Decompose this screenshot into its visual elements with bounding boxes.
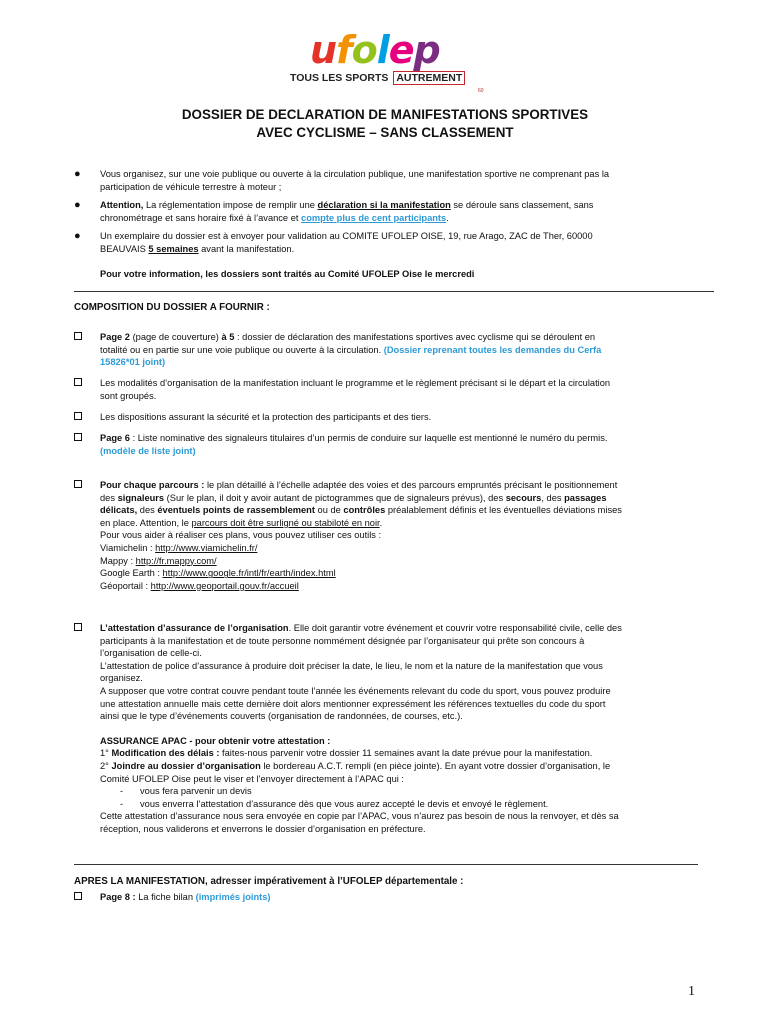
attachment-note: (modèle de liste joint) bbox=[100, 445, 196, 456]
text-run: (Sur le plan, il doit y avoir autant de pictogrammes que de signaleurs prévus), des bbox=[164, 492, 506, 503]
bullet-item bbox=[74, 230, 714, 255]
text-run: se déroule sans classement, sans bbox=[450, 200, 594, 210]
text-line: ainsi que le type d’événements couverts (organisation de randonnées, de courses, etc.). bbox=[100, 711, 463, 722]
text-run: chronométrage et sans horaire fixé à l’avance et bbox=[100, 212, 302, 223]
text-run: . bbox=[446, 212, 449, 223]
logo-letter: f bbox=[336, 28, 352, 72]
document-title-line1: DOSSIER DE DECLARATION DE MANIFESTATIONS SPORTIVES bbox=[181, 107, 589, 122]
text-run: des bbox=[137, 505, 158, 516]
bold-run: APRES LA MANIFESTATION, bbox=[74, 876, 208, 887]
bullet-item bbox=[74, 168, 714, 193]
composition-heading: COMPOSITION DU DOSSIER A FOURNIR : bbox=[74, 302, 270, 313]
underlined-run: parcours doit être surligné ou stabiloté en noir bbox=[191, 517, 380, 528]
text-line bbox=[100, 760, 714, 773]
logo-letter: p bbox=[413, 28, 440, 72]
list-item: - vous fera parvenir un devis bbox=[120, 785, 714, 798]
text-line: Les dispositions assurant la sécurité et la protection des participants et des tiers. bbox=[100, 412, 432, 422]
bold-run: éventuels points de rassemblement bbox=[157, 505, 315, 516]
bold-run: L’attestation d’assurance de l’organisation bbox=[100, 623, 289, 633]
text-line: participation de véhicule terrestre à moteur ; bbox=[100, 181, 282, 192]
geoportail-link[interactable]: http://www.geoportail.gouv.fr/accueil bbox=[150, 580, 299, 591]
text-line: organisez. bbox=[100, 673, 143, 684]
bullet-icon: ● bbox=[74, 168, 81, 180]
apac-heading: ASSURANCE APAC - pour obtenir votre attestation : bbox=[100, 735, 331, 746]
text-line bbox=[100, 243, 714, 256]
logo-mark: 60 bbox=[478, 88, 484, 94]
text-line: l’organisation de celle-ci. bbox=[100, 648, 202, 659]
text-line bbox=[100, 735, 714, 748]
text-run: . Elle doit garantir votre événement et couvrir votre responsabilité civile, celle des bbox=[288, 623, 622, 633]
text-line: Comité UFOLEP Oise peut le viser et l’envoyer directement à l’APAC qui : bbox=[100, 773, 404, 784]
list-item: - vous enverra l’attestation d’assurance dès que vous aurez accepté le devis et envoyé le règlement. bbox=[120, 798, 714, 811]
bullet-icon: ● bbox=[74, 199, 81, 211]
viamichelin-link[interactable]: http://www.viamichelin.fr/ bbox=[155, 542, 258, 553]
tool-mappy bbox=[100, 555, 714, 568]
apres-heading bbox=[74, 876, 463, 889]
attachment-note: 15826*01 joint) bbox=[100, 357, 166, 368]
checkbox-icon[interactable] bbox=[74, 623, 82, 631]
tool-label: Google Earth : bbox=[100, 568, 163, 579]
logo-letter: e bbox=[388, 28, 414, 72]
text-run: (page de couverture) bbox=[129, 332, 222, 342]
text-line: L’attestation de police d’assurance à produire doit préciser la date, le lieu, le nom et la nature de la manifestation que vous bbox=[100, 660, 603, 671]
bold-run: Modification des délais : bbox=[111, 748, 220, 759]
checkbox-icon[interactable] bbox=[74, 378, 82, 386]
text-line bbox=[100, 517, 714, 530]
text-line: une attestation annuelle mais cette dernière doit alors mentionner expressément les références textuelles du code du sport bbox=[100, 698, 606, 709]
text-run: : Liste nominative des signaleurs titulaires d’un permis de conduire sur laquelle est mentionné le numéro du permis. bbox=[129, 433, 608, 443]
bold-run: contrôles bbox=[343, 505, 386, 516]
bold-run: délicats, bbox=[100, 505, 138, 516]
logo-wordmark bbox=[310, 28, 440, 72]
checklist-item bbox=[74, 479, 714, 592]
text-run: faites-nous parvenir votre dossier 11 semaines avant la date prévue pour la manifestation. bbox=[219, 748, 593, 759]
text-run: . bbox=[379, 517, 383, 528]
tool-viamichelin bbox=[100, 542, 714, 555]
logo-letter: o bbox=[351, 28, 377, 72]
checklist-item bbox=[74, 411, 714, 424]
text-line bbox=[100, 504, 714, 517]
text-run: totalité ou en partie sur une voie publique ou ouverte à la circulation. bbox=[100, 344, 384, 355]
text-line bbox=[100, 344, 714, 357]
bold-run: secours bbox=[505, 492, 542, 503]
text-line: Vous organisez, sur une voie publique ou ouverte à la circulation publique, une manifestation sportive ne comprenant pas la bbox=[100, 169, 610, 179]
text-line bbox=[100, 199, 714, 212]
document-title-line2: AVEC CYCLISME – SANS CLASSEMENT bbox=[256, 125, 514, 140]
checklist-item bbox=[74, 377, 714, 402]
text-run: BEAUVAIS bbox=[100, 243, 149, 254]
checkbox-icon[interactable] bbox=[74, 892, 82, 900]
declaration-emphasis: déclaration si la manifestation bbox=[317, 200, 451, 210]
logo-tagline-boxed: AUTREMENT bbox=[393, 71, 465, 85]
text-run: adresser impérativement à l’UFOLEP départementale : bbox=[207, 876, 464, 887]
participants-link[interactable]: compte plus de cent participants bbox=[301, 212, 447, 223]
text-run: 1° bbox=[100, 748, 112, 759]
google-earth-link[interactable]: http://www.google.fr/intl/fr/earth/index.html bbox=[162, 568, 336, 579]
text-run: La fiche bilan bbox=[135, 892, 196, 902]
text-line: sont groupés. bbox=[100, 390, 157, 401]
text-line: Pour vous aider à réaliser ces plans, vous pouvez utiliser ces outils : bbox=[100, 530, 382, 541]
ufolep-logo bbox=[288, 28, 488, 94]
page-ref: Page 2 bbox=[100, 332, 130, 342]
bold-run: signaleurs bbox=[117, 492, 165, 503]
text-run: le bordereau A.C.T. rempli (en pièce jointe). En ayant votre dossier d’organisation, le bbox=[260, 760, 611, 771]
text-run: en place. Attention, le bbox=[100, 517, 192, 528]
bullet-icon: ● bbox=[74, 230, 81, 242]
checkbox-icon[interactable] bbox=[74, 412, 82, 420]
page-ref: à 5 bbox=[221, 332, 235, 342]
page-ref: Page 6 bbox=[100, 433, 130, 443]
info-note: Pour votre information, les dossiers sont traités au Comité UFOLEP Oise le mercredi bbox=[100, 269, 475, 279]
divider bbox=[74, 864, 698, 865]
tool-google-earth bbox=[100, 567, 714, 580]
text-run: ou de bbox=[314, 505, 344, 516]
divider bbox=[74, 291, 714, 292]
mappy-link[interactable]: http://fr.mappy.com/ bbox=[135, 555, 217, 566]
checklist-item bbox=[74, 331, 714, 369]
bold-run: Pour chaque parcours : bbox=[100, 480, 205, 490]
text-run: : dossier de déclaration des manifestations sportives avec cyclisme qui se déroulent en bbox=[234, 332, 596, 342]
text-line bbox=[100, 331, 714, 344]
weeks-emphasis: 5 semaines bbox=[148, 243, 199, 254]
text-run: 2° bbox=[100, 760, 112, 771]
text-line: Un exemplaire du dossier est à envoyer pour validation au COMITE UFOLEP OISE, 19, rue Arago, ZAC de Ther, 60000 bbox=[100, 231, 593, 241]
tool-label: Géoportail : bbox=[100, 580, 151, 591]
attachment-note: (imprimés joints) bbox=[195, 892, 271, 902]
checkbox-icon[interactable] bbox=[74, 480, 82, 488]
bold-run: passages bbox=[564, 492, 607, 503]
tool-label: Mappy : bbox=[100, 555, 136, 566]
checklist-item bbox=[74, 432, 714, 457]
tool-label: Viamichelin : bbox=[100, 542, 156, 553]
text-run: le plan détaillé à l’échelle adaptée des voies et des parcours empruntés précisant le positionnement bbox=[204, 480, 618, 490]
text-line: participants à la manifestation et de toute personne nommément désignée par l’organisateur qui prête son concours à bbox=[100, 635, 585, 646]
text-line bbox=[100, 891, 714, 904]
text-run: préalablement définis et les éventuelles déviations mises bbox=[385, 505, 622, 516]
text-line: Les modalités d’organisation de la manifestation incluant le programme et le règlement précisant si le départ et la circulation bbox=[100, 378, 611, 388]
text-line bbox=[100, 479, 714, 492]
text-run: des bbox=[100, 492, 118, 503]
checklist-item bbox=[74, 622, 714, 836]
text-run: , des bbox=[541, 492, 565, 503]
logo-letter: u bbox=[310, 28, 337, 72]
attention-label: Attention, bbox=[100, 200, 144, 210]
text-line bbox=[100, 212, 714, 225]
bullet-item bbox=[74, 199, 714, 224]
logo-tagline bbox=[290, 72, 465, 85]
text-run: avant la manifestation. bbox=[198, 243, 295, 254]
logo-letter: l bbox=[376, 28, 389, 72]
tool-geoportail bbox=[100, 580, 714, 593]
logo-tagline-left: TOUS LES SPORTS bbox=[290, 72, 389, 84]
apac-dash-list bbox=[120, 785, 714, 810]
text-line bbox=[100, 622, 714, 635]
attachment-note: (Dossier reprenant toutes les demandes du Cerfa bbox=[383, 344, 602, 355]
checklist-item bbox=[74, 891, 714, 904]
page-ref: Page 8 : bbox=[100, 892, 136, 902]
page-number: 1 bbox=[688, 984, 695, 999]
checkbox-icon[interactable] bbox=[74, 433, 82, 441]
text-line: Cette attestation d’assurance nous sera envoyée en copie par l’APAC, vous n’aurez pas besoin de nous la renvoyer, et dès sa bbox=[100, 811, 619, 822]
text-line bbox=[100, 492, 714, 505]
text-line: A supposer que votre contrat couvre pendant toute l’année les événements relevant du code du sport, vous pouvez produire bbox=[100, 685, 611, 696]
text-line bbox=[100, 432, 714, 445]
text-line: réception, nous validerons et enverrons le dossier d’organisation en préfecture. bbox=[100, 823, 426, 834]
bold-run: Joindre au dossier d’organisation bbox=[111, 760, 261, 771]
text-run: La réglementation impose de remplir une bbox=[143, 200, 318, 210]
checkbox-icon[interactable] bbox=[74, 332, 82, 340]
text-line bbox=[100, 747, 714, 760]
